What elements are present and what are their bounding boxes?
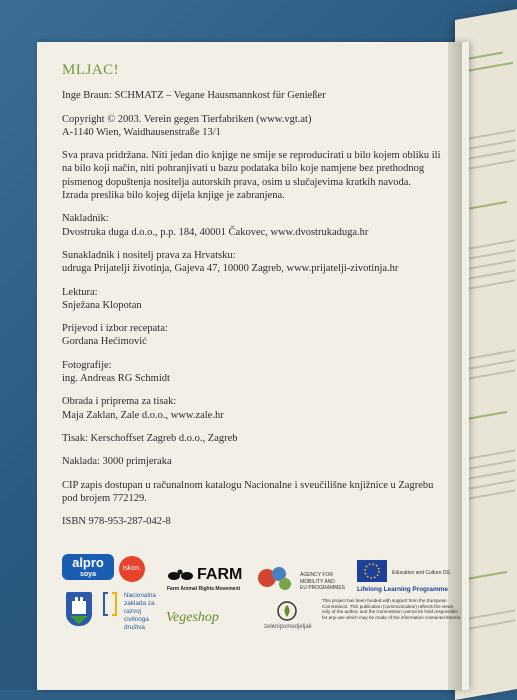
copublisher-block <box>62 249 462 276</box>
eu-flag-icon <box>357 560 387 582</box>
photos-block <box>62 359 462 386</box>
publisher: Dvostruka duga d.o.o., p.p. 184, 40001 Čakovec, www.dvostrukaduga.hr <box>62 226 369 238</box>
copyright-line: A-1140 Wien, Waidhausenstraße 13/1 <box>62 126 221 138</box>
publisher-block <box>62 212 462 239</box>
copublisher: udruga Prijatelji životinja, Gajeva 47, 10000 Zagreb, www.prijatelji-zivotinja.hr <box>62 263 399 275</box>
photos-label: Fotografije: <box>62 359 112 371</box>
prepress-block <box>62 395 462 422</box>
proofreading-label: Lektura: <box>62 286 98 298</box>
page-title: MLJAC! <box>62 62 120 78</box>
prepress: Maja Zaklan, Zale d.o.o., www.zale.hr <box>62 409 224 421</box>
rights-line: pismenog dopuštenja nositelja autorskih prava, osim u slučajevima kratkih navoda. <box>62 176 412 188</box>
farm-logo: FARM <box>197 566 243 583</box>
zeleni-ponedjeljak-text: zelenipomedjeljak <box>264 624 312 630</box>
agency-line: MOBILITY AND <box>300 578 335 585</box>
agency-bubbles-icon <box>257 566 295 592</box>
proofreading: Snježana Klopotan <box>62 299 142 311</box>
cip-line: CIP zapis dostupan u računalnom katalogu Nacionalne i sveučilišne knjižnice u Zagrebu <box>62 479 434 491</box>
edu-culture-text: Education and Culture DG <box>392 570 451 576</box>
nz-line: društva <box>124 624 145 631</box>
rights-line: Izrada preslika bilo kojeg dijela knjige je zabranjena. <box>62 190 285 202</box>
translation: Gordana Hećimović <box>62 336 147 348</box>
leaf-circle-icon <box>276 600 298 622</box>
nz-line: razvoj <box>124 608 142 615</box>
original-title: Inge Braun: SCHMATZ – Vegane Hausmannkost für Genießer <box>62 90 326 102</box>
farm-subtitle: Farm Animal Rights Movement <box>167 586 241 592</box>
publisher-label: Nakladnik: <box>62 213 109 225</box>
print-info: Tisak: Kerschoffset Zagreb d.o.o., Zagreb <box>62 432 238 444</box>
cip-block <box>62 479 462 506</box>
rights-line: Sva prava pridržana. Niti jedan dio knjige ne smije se reproducirati u bilo kojem obliku ili <box>62 150 441 162</box>
alpro-logo <box>62 554 114 580</box>
llp-text: Lifelong Learning Programme <box>357 586 448 593</box>
copublisher-label: Sunakladnik i nositelj prava za Hrvatsku: <box>62 249 236 261</box>
imprint-text <box>62 64 462 538</box>
rights-block <box>62 149 462 202</box>
photos: ing. Andreas RG Schmidt <box>62 373 170 385</box>
nz-line: Nacionalna <box>124 592 156 599</box>
translation-block <box>62 322 462 349</box>
copyright-block <box>62 113 462 140</box>
cip-line: pod brojem 772129. <box>62 492 147 504</box>
prepress-label: Obrada i priprema za tisak: <box>62 396 177 408</box>
nz-bracket-icon <box>102 592 118 616</box>
translation-label: Prijevod i izbor recepata: <box>62 323 168 335</box>
alpro-sub: soya <box>80 571 96 578</box>
iskon-logo: iskon. <box>119 556 145 582</box>
print-run: Naklada: 3000 primjeraka <box>62 456 172 468</box>
rights-line: na bilo koji način, niti pohranjivati u bazu podataka bilo koje namjene bez prethodnog <box>62 163 425 175</box>
alpro-wordmark: alpro <box>72 555 104 570</box>
agency-text <box>300 572 360 592</box>
proofreading-block <box>62 286 462 313</box>
agency-line: AGENCY FOR <box>300 572 333 578</box>
eu-disclaimer: This project has been funded with support from the European Commission. This publication (communication) reflects the views only of the author, and the Commission cannot be held responsible for any use which may be made of the information contained therein. <box>322 598 462 620</box>
animals-icon <box>167 568 195 582</box>
nz-line: civilnoga <box>124 616 149 623</box>
isbn: ISBN 978-953-287-042-8 <box>62 516 171 528</box>
agency-line: EU PROGRAMMES <box>300 585 346 591</box>
coat-of-arms-icon <box>66 592 92 626</box>
nz-line: zaklada za <box>124 600 155 607</box>
copyright-line: Copyright © 2003. Verein gegen Tierfabriken (www.vgt.at) <box>62 113 312 125</box>
sponsor-logos <box>62 552 462 652</box>
vegeshop-logo: Vegeshop <box>166 610 219 625</box>
